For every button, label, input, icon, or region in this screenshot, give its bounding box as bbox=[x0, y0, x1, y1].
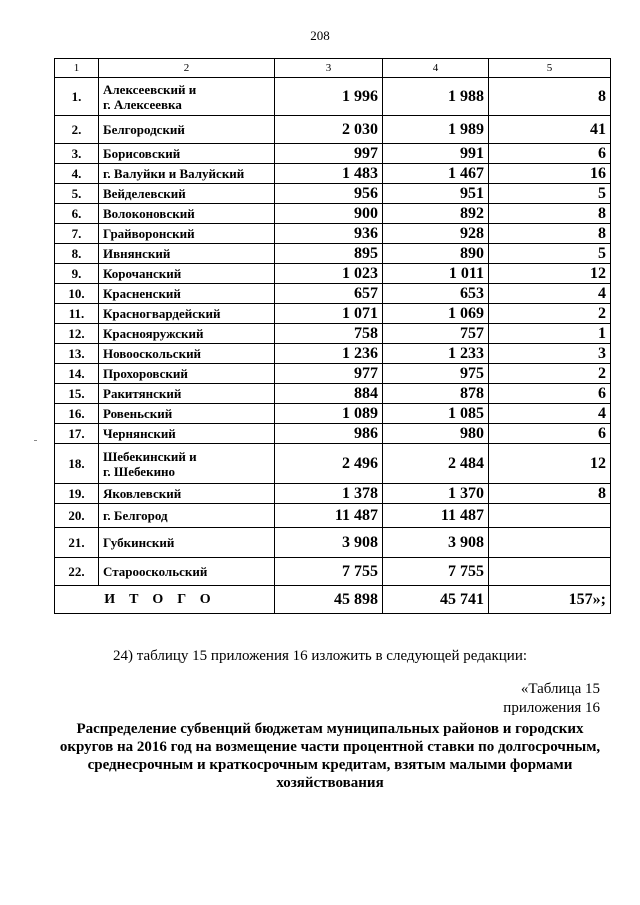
value-col-5: 5 bbox=[489, 184, 611, 204]
row-number: 15. bbox=[55, 384, 99, 404]
value-col-4: 1 989 bbox=[383, 116, 489, 144]
value-col-4: 1 011 bbox=[383, 264, 489, 284]
table-row bbox=[55, 444, 611, 484]
row-number: 20. bbox=[55, 504, 99, 528]
value-col-3: 986 bbox=[275, 424, 383, 444]
row-number: 9. bbox=[55, 264, 99, 284]
total-col-4: 45 741 bbox=[383, 586, 489, 614]
district-name-line: Краснояружский bbox=[103, 326, 204, 341]
value-col-3: 3 908 bbox=[275, 528, 383, 558]
table-row bbox=[55, 364, 611, 384]
total-row bbox=[55, 586, 611, 614]
header-col-5: 5 bbox=[489, 59, 611, 78]
value-col-5: 8 bbox=[489, 484, 611, 504]
value-col-5: 1 bbox=[489, 324, 611, 344]
header-col-2: 2 bbox=[99, 59, 275, 78]
value-col-4: 928 bbox=[383, 224, 489, 244]
value-col-3: 1 071 bbox=[275, 304, 383, 324]
value-col-3: 1 023 bbox=[275, 264, 383, 284]
district-name-line: Волоконовский bbox=[103, 206, 195, 221]
table-row bbox=[55, 224, 611, 244]
table-reference bbox=[503, 680, 600, 718]
district-name-line: г. Алексеевка bbox=[103, 96, 182, 112]
table-row bbox=[55, 204, 611, 224]
district-name-line: Борисовский bbox=[103, 146, 181, 161]
row-number: 18. bbox=[55, 444, 99, 484]
table-reference-line-1: «Таблица 15 bbox=[520, 681, 600, 697]
table-row bbox=[55, 558, 611, 586]
value-col-3: 7 755 bbox=[275, 558, 383, 586]
district-name-line: Белгородский bbox=[103, 122, 185, 137]
district-name bbox=[99, 144, 275, 164]
district-name-line: г. Валуйки и Валуйский bbox=[103, 166, 245, 181]
district-name-line: Чернянский bbox=[103, 426, 176, 441]
value-col-4: 991 bbox=[383, 144, 489, 164]
row-number: 7. bbox=[55, 224, 99, 244]
value-col-4: 1 069 bbox=[383, 304, 489, 324]
district-name-line: Вейделевский bbox=[103, 186, 186, 201]
table-row bbox=[55, 78, 611, 116]
header-col-4: 4 bbox=[383, 59, 489, 78]
district-name bbox=[99, 164, 275, 184]
value-col-4: 757 bbox=[383, 324, 489, 344]
district-name-line: Прохоровский bbox=[103, 366, 188, 381]
subventions-table bbox=[54, 58, 611, 614]
row-number: 1. bbox=[55, 78, 99, 116]
value-col-4: 975 bbox=[383, 364, 489, 384]
value-col-5: 4 bbox=[489, 284, 611, 304]
district-name bbox=[99, 284, 275, 304]
table-row bbox=[55, 324, 611, 344]
value-col-4: 1 988 bbox=[383, 78, 489, 116]
value-col-5: 16 bbox=[489, 164, 611, 184]
table-row bbox=[55, 244, 611, 264]
district-name bbox=[99, 424, 275, 444]
row-number: 17. bbox=[55, 424, 99, 444]
value-col-3: 956 bbox=[275, 184, 383, 204]
district-name-line: Ровеньский bbox=[103, 406, 173, 421]
table-row bbox=[55, 504, 611, 528]
value-col-4: 1 370 bbox=[383, 484, 489, 504]
value-col-3: 2 496 bbox=[275, 444, 383, 484]
district-name-line: Алексеевский и bbox=[103, 81, 197, 97]
district-name bbox=[99, 364, 275, 384]
table-row bbox=[55, 424, 611, 444]
value-col-5: 6 bbox=[489, 384, 611, 404]
value-col-4: 1 233 bbox=[383, 344, 489, 364]
district-name-line: Красненский bbox=[103, 286, 181, 301]
value-col-4: 1 467 bbox=[383, 164, 489, 184]
value-col-5: 41 bbox=[489, 116, 611, 144]
value-col-4: 890 bbox=[383, 244, 489, 264]
row-number: 2. bbox=[55, 116, 99, 144]
value-col-3: 2 030 bbox=[275, 116, 383, 144]
value-col-5: 6 bbox=[489, 144, 611, 164]
district-name bbox=[99, 324, 275, 344]
district-name bbox=[99, 78, 275, 116]
value-col-4: 11 487 bbox=[383, 504, 489, 528]
value-col-3: 884 bbox=[275, 384, 383, 404]
value-col-3: 977 bbox=[275, 364, 383, 384]
table-row bbox=[55, 484, 611, 504]
value-col-5: 3 bbox=[489, 344, 611, 364]
table-row bbox=[55, 144, 611, 164]
value-col-5: 2 bbox=[489, 304, 611, 324]
district-name bbox=[99, 404, 275, 424]
table-row bbox=[55, 528, 611, 558]
value-col-3: 1 089 bbox=[275, 404, 383, 424]
row-number: 6. bbox=[55, 204, 99, 224]
district-name bbox=[99, 184, 275, 204]
amendment-paragraph: 24) таблицу 15 приложения 16 изложить в следующей редакции: bbox=[112, 648, 528, 664]
value-col-5: 8 bbox=[489, 204, 611, 224]
district-name-line: Новооскольский bbox=[103, 346, 202, 361]
district-name bbox=[99, 528, 275, 558]
value-col-3: 657 bbox=[275, 284, 383, 304]
table-row bbox=[55, 116, 611, 144]
district-name-line: Корочанский bbox=[103, 266, 182, 281]
district-name-line: Красногвардейский bbox=[103, 306, 221, 321]
value-col-3: 11 487 bbox=[275, 504, 383, 528]
district-name bbox=[99, 224, 275, 244]
table-row bbox=[55, 304, 611, 324]
district-name-line: Ивнянский bbox=[103, 246, 171, 261]
table-row bbox=[55, 284, 611, 304]
value-col-3: 936 bbox=[275, 224, 383, 244]
district-name-line: Шебекинский и bbox=[103, 448, 197, 464]
total-col-5: 157»; bbox=[489, 586, 611, 614]
row-number: 8. bbox=[55, 244, 99, 264]
district-name-line: Грайворонский bbox=[103, 226, 195, 241]
header-col-3: 3 bbox=[275, 59, 383, 78]
table-header-row bbox=[55, 59, 611, 78]
district-name bbox=[99, 344, 275, 364]
value-col-5 bbox=[489, 528, 611, 558]
row-number: 19. bbox=[55, 484, 99, 504]
row-number: 10. bbox=[55, 284, 99, 304]
value-col-5: 2 bbox=[489, 364, 611, 384]
total-col-3: 45 898 bbox=[275, 586, 383, 614]
table-row bbox=[55, 344, 611, 364]
header-col-1: 1 bbox=[55, 59, 99, 78]
value-col-3: 1 996 bbox=[275, 78, 383, 116]
district-name-line: г. Белгород bbox=[103, 508, 168, 523]
row-number: 3. bbox=[55, 144, 99, 164]
value-col-4: 878 bbox=[383, 384, 489, 404]
page-number: 208 bbox=[310, 28, 330, 43]
district-name bbox=[99, 504, 275, 528]
district-name-line: г. Шебекино bbox=[103, 463, 176, 479]
district-name bbox=[99, 484, 275, 504]
row-number: 21. bbox=[55, 528, 99, 558]
district-name bbox=[99, 264, 275, 284]
row-number: 5. bbox=[55, 184, 99, 204]
value-col-3: 1 483 bbox=[275, 164, 383, 184]
value-col-5: 12 bbox=[489, 444, 611, 484]
row-number: 16. bbox=[55, 404, 99, 424]
district-name-line: Ракитянский bbox=[103, 386, 182, 401]
value-col-5 bbox=[489, 504, 611, 528]
table-row bbox=[55, 264, 611, 284]
value-col-3: 997 bbox=[275, 144, 383, 164]
row-number: 12. bbox=[55, 324, 99, 344]
table-row bbox=[55, 184, 611, 204]
district-name bbox=[99, 204, 275, 224]
value-col-5: 6 bbox=[489, 424, 611, 444]
value-col-5: 12 bbox=[489, 264, 611, 284]
district-name bbox=[99, 444, 275, 484]
value-col-4: 892 bbox=[383, 204, 489, 224]
table-row bbox=[55, 164, 611, 184]
row-number: 11. bbox=[55, 304, 99, 324]
value-col-3: 900 bbox=[275, 204, 383, 224]
value-col-5: 5 bbox=[489, 244, 611, 264]
margin-mark bbox=[34, 440, 37, 441]
row-number: 22. bbox=[55, 558, 99, 586]
district-name bbox=[99, 304, 275, 324]
value-col-4: 653 bbox=[383, 284, 489, 304]
value-col-4: 3 908 bbox=[383, 528, 489, 558]
district-name-line: Старооскольский bbox=[103, 564, 208, 579]
table-row bbox=[55, 404, 611, 424]
value-col-4: 980 bbox=[383, 424, 489, 444]
district-name bbox=[99, 384, 275, 404]
value-col-5: 8 bbox=[489, 224, 611, 244]
row-number: 13. bbox=[55, 344, 99, 364]
value-col-3: 1 236 bbox=[275, 344, 383, 364]
section-heading: Распределение субвенций бюджетам муниципальных районов и городских округов на 2016 год на возмещение части процентной ставки по долгосрочным, среднесрочным и краткосрочным кредитам, взятым малыми формами хозяйствования bbox=[59, 721, 601, 791]
value-col-5 bbox=[489, 558, 611, 586]
district-name bbox=[99, 116, 275, 144]
table-row bbox=[55, 384, 611, 404]
table-reference-line-2: приложения 16 bbox=[503, 700, 600, 716]
value-col-5: 4 bbox=[489, 404, 611, 424]
district-name-line: Губкинский bbox=[103, 535, 175, 550]
row-number: 4. bbox=[55, 164, 99, 184]
value-col-3: 758 bbox=[275, 324, 383, 344]
value-col-5: 8 bbox=[489, 78, 611, 116]
district-name bbox=[99, 244, 275, 264]
value-col-4: 951 bbox=[383, 184, 489, 204]
district-name-line: Яковлевский bbox=[103, 486, 182, 501]
total-label: ИТОГО bbox=[55, 586, 275, 614]
value-col-4: 7 755 bbox=[383, 558, 489, 586]
district-name bbox=[99, 558, 275, 586]
value-col-3: 1 378 bbox=[275, 484, 383, 504]
row-number: 14. bbox=[55, 364, 99, 384]
value-col-4: 2 484 bbox=[383, 444, 489, 484]
value-col-4: 1 085 bbox=[383, 404, 489, 424]
value-col-3: 895 bbox=[275, 244, 383, 264]
